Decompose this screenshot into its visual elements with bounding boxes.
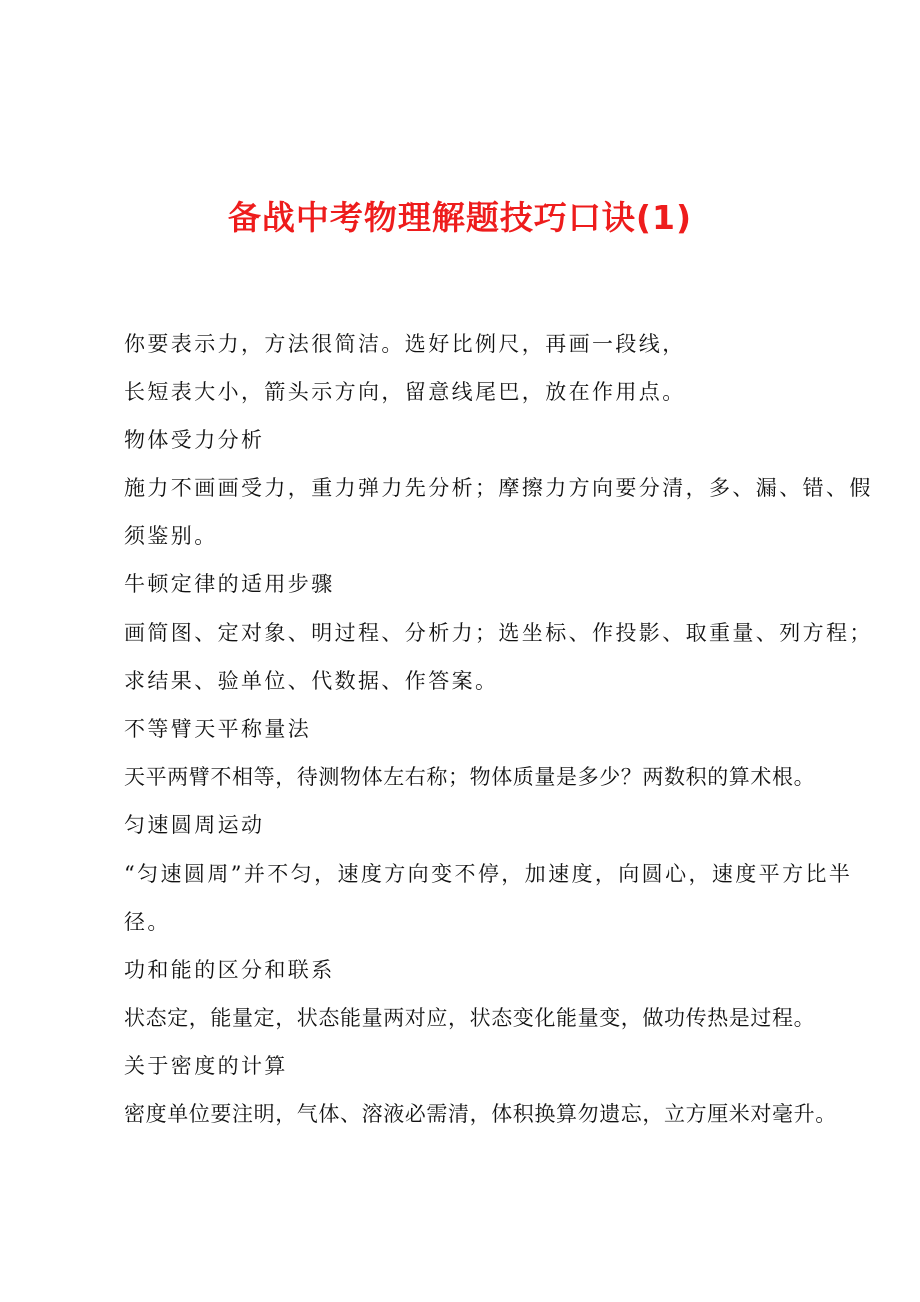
section-heading: 关于密度的计算 bbox=[124, 1054, 288, 1078]
document-title: 备战中考物理解题技巧口诀(1) bbox=[227, 198, 693, 237]
paragraph-line: 径。 bbox=[124, 910, 171, 934]
paragraph-line: 施力不画画受力，重力弹力先分析；摩擦力方向要分清，多、漏、错、假 bbox=[124, 476, 873, 500]
paragraph-line: 须鉴别。 bbox=[124, 524, 218, 548]
paragraph-line: 画简图、定对象、明过程、分析力；选坐标、作投影、取重量、列方程； bbox=[124, 621, 873, 645]
paragraph-line: 密度单位要注明，气体、溶液必需清，体积换算勿遗忘，立方厘米对毫升。 bbox=[124, 1102, 837, 1126]
section-heading: 牛顿定律的适用步骤 bbox=[124, 572, 335, 596]
section-heading: 不等臂天平称量法 bbox=[124, 717, 312, 741]
section-heading: 功和能的区分和联系 bbox=[124, 958, 335, 982]
paragraph-line: 状态定，能量定，状态能量两对应，状态变化能量变，做功传热是过程。 bbox=[124, 1006, 816, 1030]
paragraph-line: 求结果、验单位、代数据、作答案。 bbox=[124, 669, 499, 693]
paragraph-line: “匀速圆周”并不匀，速度方向变不停，加速度，向圆心，速度平方比半 bbox=[124, 862, 853, 886]
section-heading: 匀速圆周运动 bbox=[124, 813, 265, 837]
paragraph-line: 你要表示力，方法很简洁。选好比例尺，再画一段线， bbox=[124, 332, 686, 356]
paragraph-line: 长短表大小，箭头示方向，留意线尾巴，放在作用点。 bbox=[124, 380, 686, 404]
paragraph-line: 天平两臂不相等，待测物体左右称；物体质量是多少？两数积的算术根。 bbox=[124, 765, 816, 789]
section-heading: 物体受力分析 bbox=[124, 428, 265, 452]
